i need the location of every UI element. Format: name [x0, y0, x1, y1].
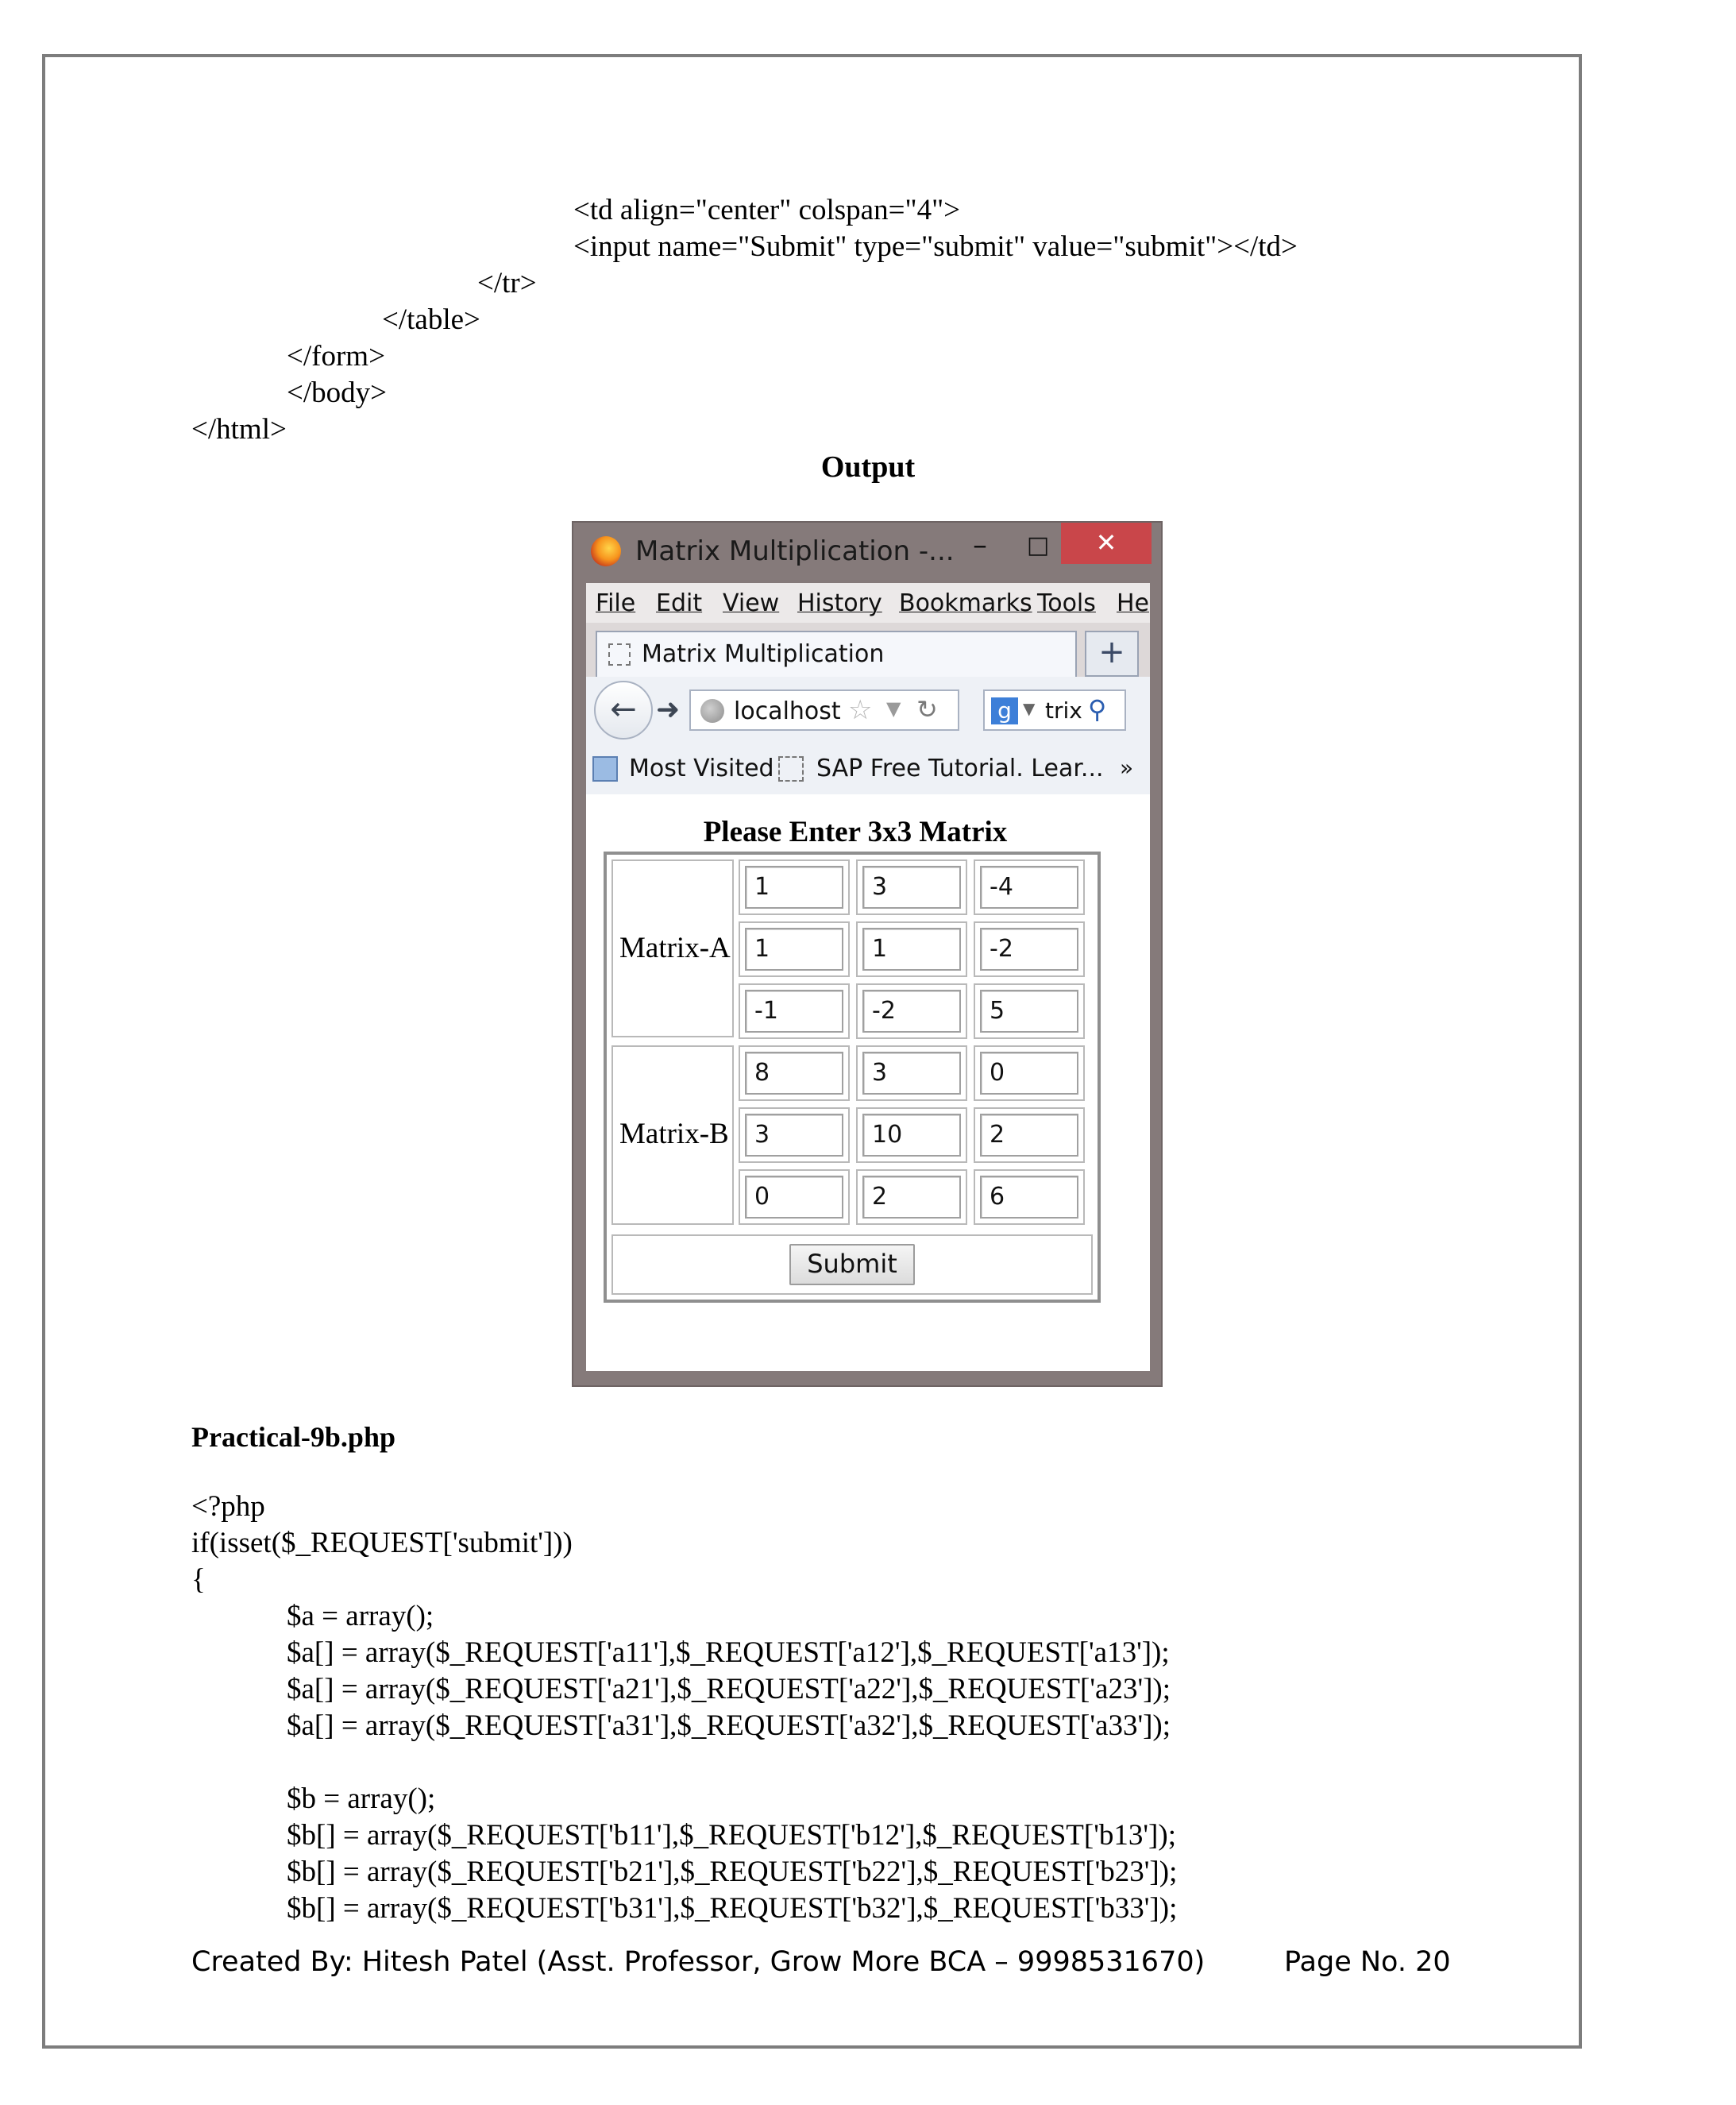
- reload-icon[interactable]: ↻: [916, 694, 938, 724]
- forward-arrow-icon[interactable]: ➜: [656, 693, 681, 726]
- navigation-bar: [586, 677, 1150, 744]
- matrix-cell: [856, 859, 967, 915]
- form-title: Please Enter 3x3 Matrix: [703, 816, 1008, 848]
- code-line: <td align="center" colspan="4">: [573, 194, 961, 226]
- page-icon: [778, 756, 804, 782]
- star-icon[interactable]: ☆: [848, 694, 873, 726]
- page-number: Page No. 20: [1284, 1946, 1451, 1978]
- url-bar[interactable]: [689, 689, 959, 731]
- a33-input[interactable]: 5: [980, 990, 1078, 1033]
- tab-matrix-multiplication[interactable]: [596, 631, 1077, 677]
- b11-input[interactable]: 8: [745, 1052, 843, 1095]
- output-heading: Output: [820, 450, 916, 484]
- code-line: </form>: [287, 340, 385, 373]
- menu-help[interactable]: He: [1117, 589, 1150, 617]
- code-line: $b[] = array($_REQUEST['b11'],$_REQUEST['b12'],$_REQUEST['b13']);: [287, 1819, 1176, 1852]
- url-text: localhost: [734, 697, 841, 725]
- matrix-cell: [739, 983, 850, 1039]
- most-visited-icon: [592, 756, 618, 782]
- b33-input[interactable]: 6: [980, 1176, 1078, 1219]
- firefox-icon: [591, 536, 621, 566]
- matrix-cell: [739, 1169, 850, 1225]
- matrix-table: [604, 852, 1101, 1303]
- menu-bookmarks[interactable]: Bookmarks: [899, 589, 1032, 617]
- b12-input[interactable]: 3: [862, 1052, 961, 1095]
- search-bar[interactable]: [983, 689, 1126, 731]
- matrix-cell: [856, 921, 967, 977]
- matrix-cell: [856, 1045, 967, 1101]
- matrix-cell: [974, 1045, 1085, 1101]
- matrix-cell: [856, 1107, 967, 1163]
- code-line: <?php: [191, 1490, 265, 1523]
- a32-input[interactable]: -2: [862, 990, 961, 1033]
- a31-input[interactable]: -1: [745, 990, 843, 1033]
- search-engine-icon[interactable]: g: [991, 697, 1018, 724]
- file-heading: Practical-9b.php: [191, 1421, 395, 1453]
- code-line: </tr>: [477, 267, 537, 299]
- menu-tools[interactable]: Tools: [1037, 589, 1096, 617]
- code-line: $b = array();: [287, 1782, 436, 1815]
- code-line: if(isset($_REQUEST['submit'])): [191, 1527, 573, 1559]
- menu-edit[interactable]: Edit: [656, 589, 703, 617]
- dropdown-icon[interactable]: ▼: [886, 697, 901, 720]
- code-line: $a[] = array($_REQUEST['a31'],$_REQUEST['a32'],$_REQUEST['a33']);: [287, 1709, 1171, 1742]
- matrix-cell: [739, 859, 850, 915]
- tab-strip: [586, 623, 1150, 677]
- matrix-b-label: Matrix-B: [619, 1118, 729, 1150]
- code-line: $a[] = array($_REQUEST['a11'],$_REQUEST['a12'],$_REQUEST['a13']);: [287, 1636, 1170, 1669]
- bookmarks-toolbar: [586, 744, 1150, 795]
- page-icon: [608, 643, 631, 666]
- code-line: $b[] = array($_REQUEST['b21'],$_REQUEST['b22'],$_REQUEST['b23']);: [287, 1856, 1178, 1888]
- a11-input[interactable]: 1: [745, 866, 843, 909]
- code-line: $a[] = array($_REQUEST['a21'],$_REQUEST['a22'],$_REQUEST['a23']);: [287, 1673, 1171, 1705]
- matrix-cell: [739, 1045, 850, 1101]
- close-button[interactable]: ✕: [1061, 523, 1152, 564]
- a23-input[interactable]: -2: [980, 928, 1078, 971]
- b13-input[interactable]: 0: [980, 1052, 1078, 1095]
- code-line: {: [191, 1563, 206, 1596]
- code-line: <input name="Submit" type="submit" value="submit"></td>: [573, 230, 1298, 263]
- menu-history[interactable]: History: [797, 589, 882, 617]
- a21-input[interactable]: 1: [745, 928, 843, 971]
- menu-file[interactable]: File: [596, 589, 636, 617]
- code-line: $b[] = array($_REQUEST['b31'],$_REQUEST['b32'],$_REQUEST['b33']);: [287, 1892, 1178, 1925]
- matrix-cell: [974, 921, 1085, 977]
- b32-input[interactable]: 2: [862, 1176, 961, 1219]
- magnifier-icon[interactable]: ⚲: [1088, 694, 1107, 724]
- matrix-b-label-cell: [611, 1045, 734, 1225]
- a12-input[interactable]: 3: [862, 866, 961, 909]
- submit-button[interactable]: Submit: [789, 1244, 915, 1285]
- matrix-cell: [974, 859, 1085, 915]
- window-title: Matrix Multiplication -...: [635, 535, 955, 567]
- search-engine-dropdown-icon[interactable]: ▼: [1023, 699, 1036, 718]
- bookmark-sap-tutorial[interactable]: SAP Free Tutorial. Lear...: [816, 755, 1104, 782]
- b31-input[interactable]: 0: [745, 1176, 843, 1219]
- back-arrow-icon[interactable]: ←: [594, 681, 653, 740]
- matrix-cell: [974, 1107, 1085, 1163]
- matrix-cell: [739, 921, 850, 977]
- bookmark-most-visited[interactable]: Most Visited: [629, 755, 774, 782]
- matrix-cell: [974, 983, 1085, 1039]
- code-line: </table>: [382, 303, 480, 336]
- matrix-a-label-cell: [611, 859, 734, 1037]
- globe-icon: [700, 699, 724, 723]
- tab-label: Matrix Multiplication: [642, 640, 885, 668]
- menu-bar: [586, 583, 1150, 623]
- matrix-cell: [739, 1107, 850, 1163]
- footer-credit: Created By: Hitesh Patel (Asst. Professor, Grow More BCA – 9998531670): [191, 1946, 1206, 1978]
- page-content: [586, 794, 1150, 1371]
- matrix-cell: [856, 1169, 967, 1225]
- maximize-button[interactable]: □: [1026, 531, 1050, 559]
- code-line: </body>: [287, 377, 388, 409]
- code-line: $a = array();: [287, 1600, 434, 1632]
- matrix-a-label: Matrix-A: [619, 932, 731, 964]
- submit-row: [611, 1234, 1093, 1295]
- title-bar: [573, 523, 1161, 580]
- minimize-button[interactable]: –: [973, 529, 987, 562]
- code-line: </html>: [191, 413, 287, 446]
- matrix-cell: [856, 983, 967, 1039]
- b21-input[interactable]: 3: [745, 1114, 843, 1157]
- bookmarks-overflow-button[interactable]: »: [1120, 755, 1134, 781]
- search-input[interactable]: trix: [1045, 697, 1082, 724]
- new-tab-button[interactable]: +: [1085, 631, 1139, 677]
- matrix-cell: [974, 1169, 1085, 1225]
- a22-input[interactable]: 1: [862, 928, 961, 971]
- browser-window: [572, 521, 1163, 1387]
- b22-input[interactable]: 10: [862, 1114, 961, 1157]
- a13-input[interactable]: -4: [980, 866, 1078, 909]
- menu-view[interactable]: View: [723, 589, 780, 617]
- b23-input[interactable]: 2: [980, 1114, 1078, 1157]
